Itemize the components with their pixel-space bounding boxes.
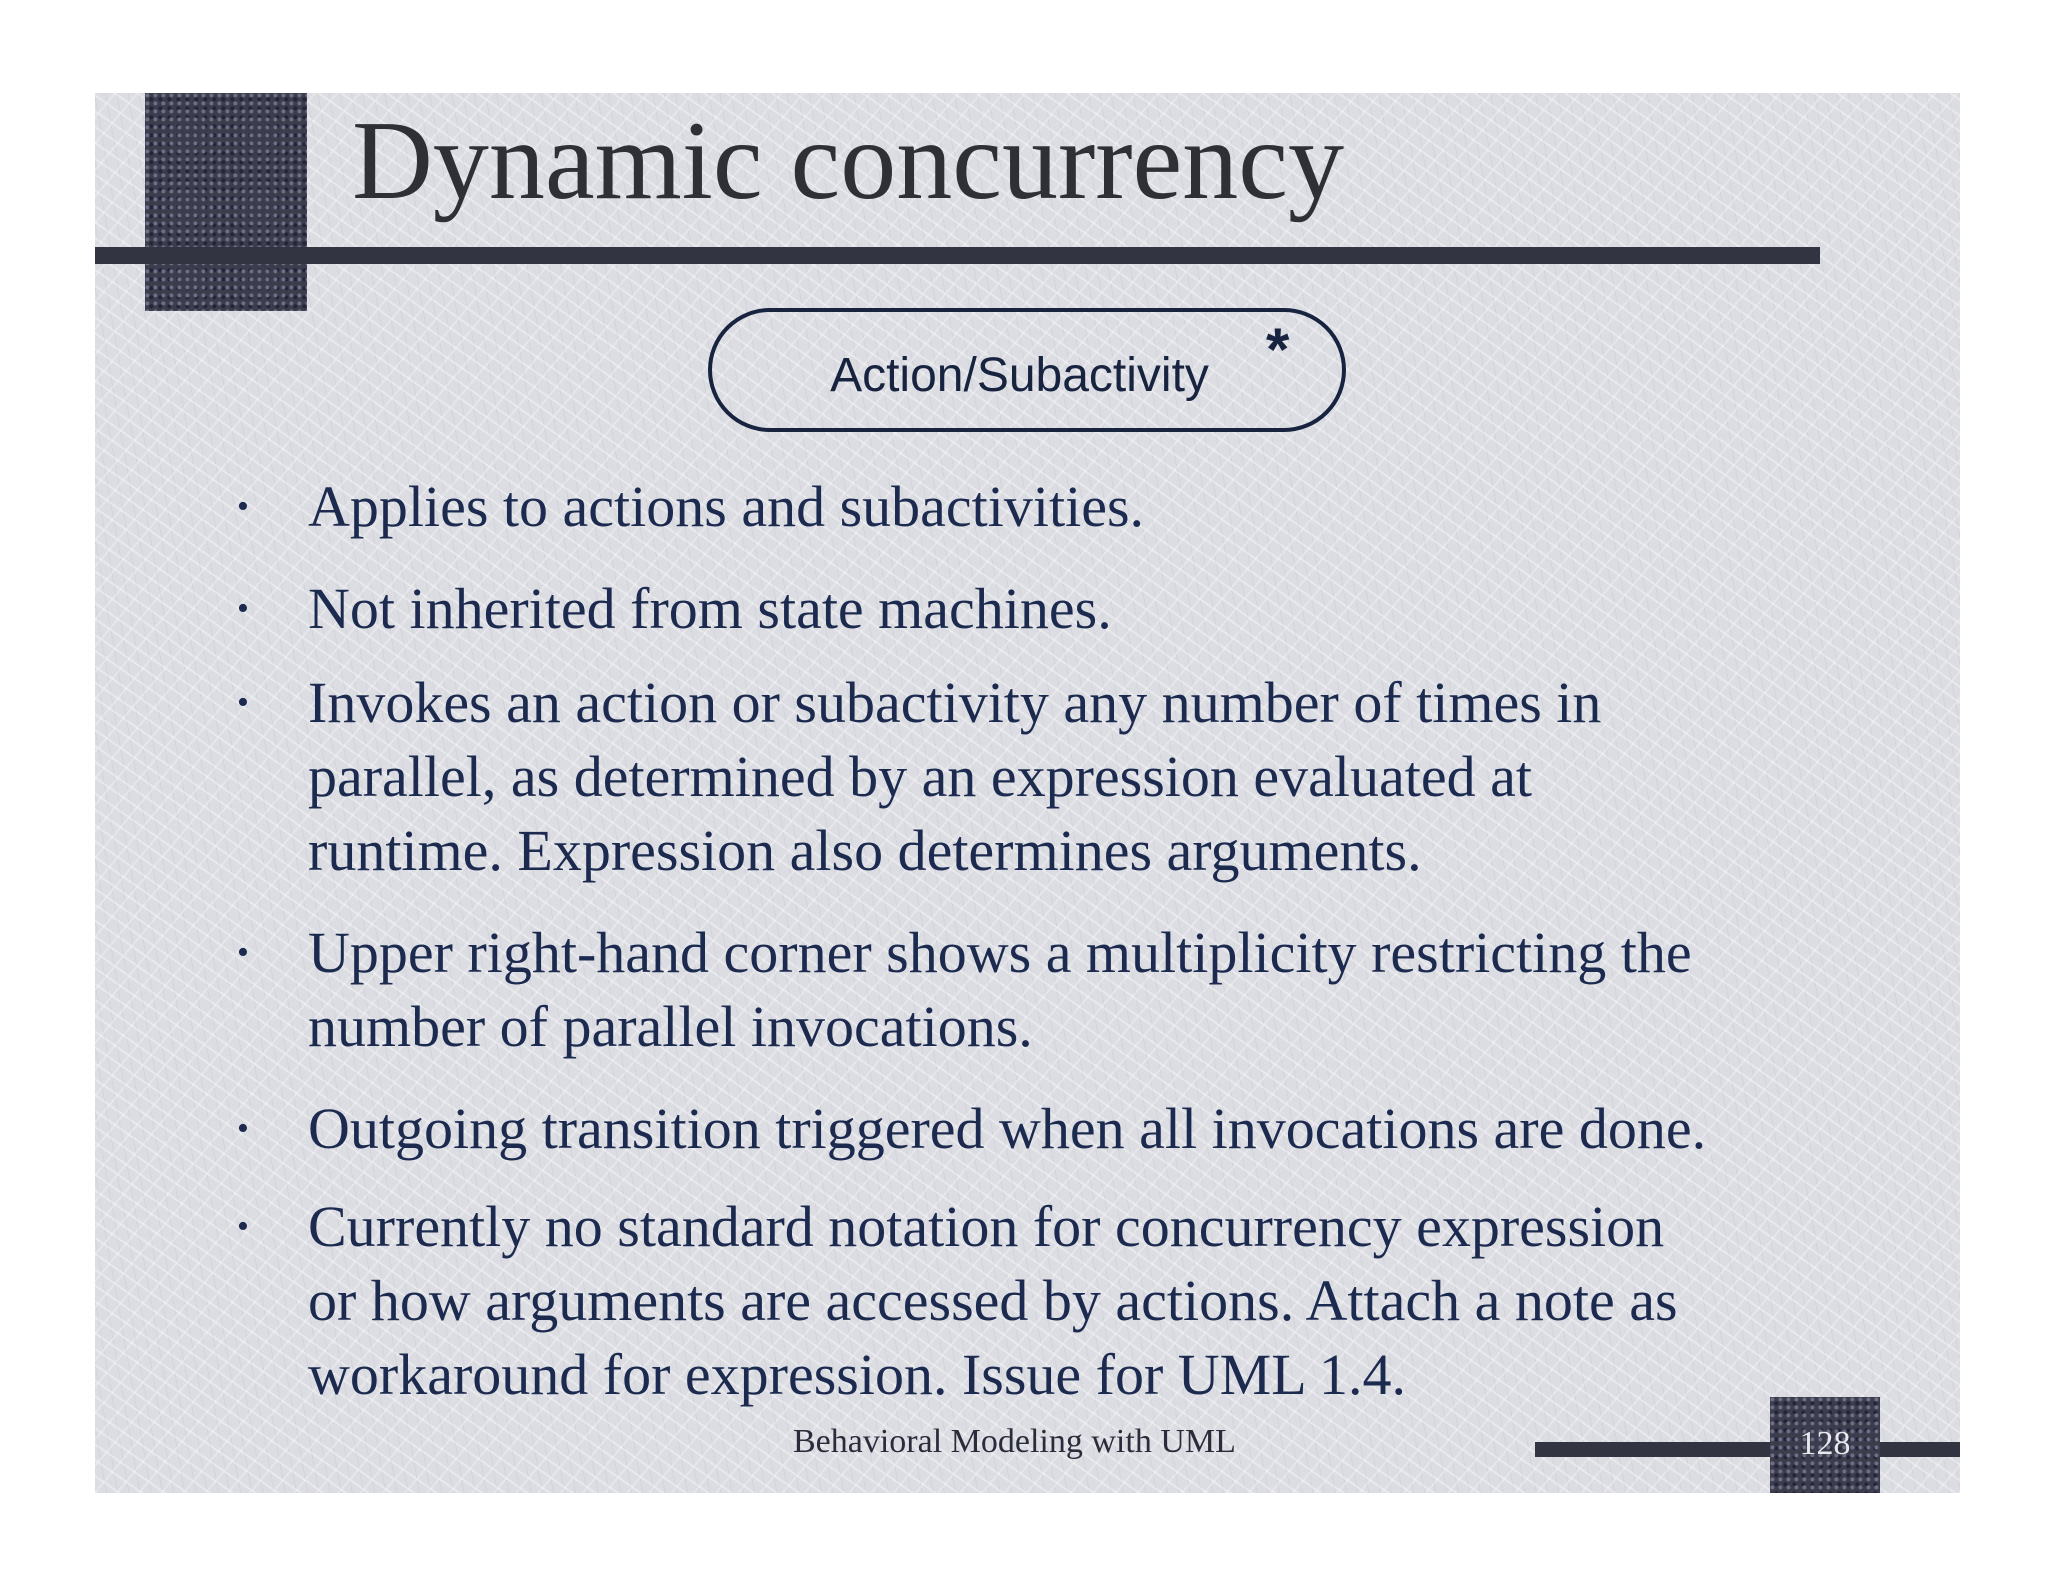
action-state-node [708, 308, 1346, 432]
slide-title: Dynamic concurrency [352, 99, 1344, 223]
bullet-text: Upper right-hand corner shows a multiplicity restricting the number of parallel invocations. [308, 920, 1692, 1059]
title-corner-block [145, 93, 307, 311]
bullet-text: Applies to actions and subactivities. [308, 474, 1145, 539]
bullet-marker: • [237, 1208, 249, 1245]
bullet-text: Currently no standard notation for concurrency expression or how arguments are accessed by actions. Attach a note as workaround for expression. Issue for UML 1.4. [308, 1194, 1678, 1407]
multiplicity-asterisk: * [1266, 316, 1290, 383]
page-number: 128 [1799, 1425, 1851, 1462]
bullet-marker: • [237, 684, 249, 721]
bullet-text: Not inherited from state machines. [308, 576, 1112, 641]
bullet-marker: • [237, 590, 249, 627]
footer-course-title: Behavioral Modeling with UML [793, 1423, 1236, 1460]
bullet-text: Outgoing transition triggered when all invocations are done. [308, 1096, 1707, 1161]
action-state-label: Action/Subactivity [830, 349, 1209, 402]
bullet-marker: • [237, 1110, 249, 1147]
title-underline-rule [95, 247, 1820, 264]
bullet-marker: • [237, 934, 249, 971]
footer-rule [1535, 1442, 1960, 1457]
bullet-marker: • [237, 488, 249, 525]
page-number-box [1770, 1397, 1880, 1493]
bullet-text: Invokes an action or subactivity any number of times in parallel, as determined by an expression evaluated at runtime. Expression also determines arguments. [308, 670, 1602, 883]
